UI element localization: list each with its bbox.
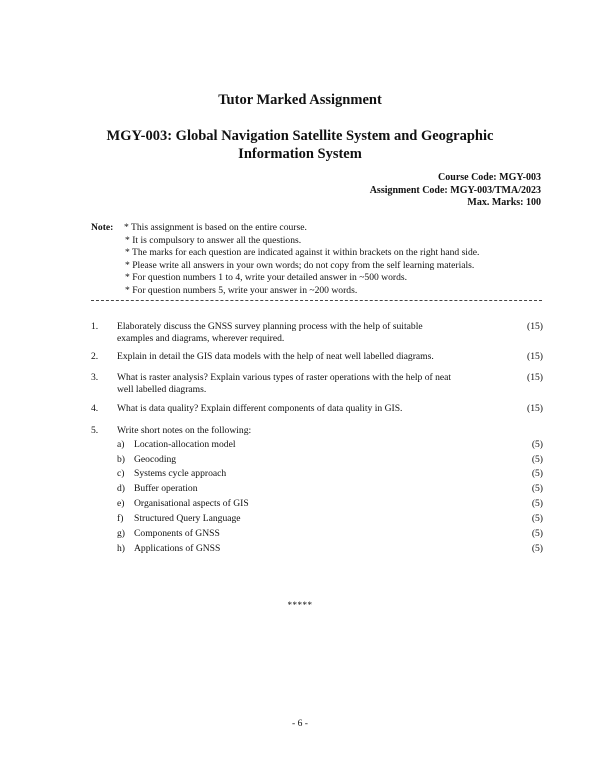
course-title: [0, 127, 600, 163]
note-lines: [124, 222, 554, 297]
note-line: * Please write all answers in your own words; do not copy from the self learning materials.: [125, 259, 475, 271]
subpart-letter: f): [117, 513, 124, 524]
subpart-text: Organisational aspects of GIS: [134, 498, 249, 509]
end-stars: *****: [287, 600, 313, 610]
subpart-letter: a): [117, 439, 125, 450]
note-line: * It is compulsory to answer all the questions.: [125, 234, 302, 246]
question-text-line: What is raster analysis? Explain various types of raster operations with the help of neat: [117, 372, 452, 383]
subpart-marks: (5): [531, 468, 543, 479]
subpart-text: Location-allocation model: [134, 439, 236, 450]
question-text-line: examples and diagrams, wherever required.: [117, 333, 285, 344]
course-title-line-1: MGY-003: Global Navigation Satellite System and Geographic: [106, 128, 494, 144]
question-text: [117, 425, 517, 437]
course-code: Course Code: MGY-003: [438, 172, 541, 183]
question-number: 2.: [91, 351, 99, 362]
subpart-marks: (5): [531, 483, 543, 494]
subpart-marks: (5): [531, 498, 543, 509]
course-title-line-2: Information System: [238, 146, 362, 162]
subpart-marks: (5): [531, 454, 543, 465]
document-title: Tutor Marked Assignment: [218, 92, 382, 108]
question-number: 5.: [91, 425, 99, 436]
note-line: * This assignment is based on the entire course.: [124, 222, 307, 233]
subpart-letter: h): [117, 543, 125, 554]
subpart-text: Components of GNSS: [134, 528, 220, 539]
question-text: [117, 351, 517, 363]
question-text-line: Explain in detail the GIS data models with the help of neat well labelled diagrams.: [117, 351, 434, 362]
assignment-codes: [370, 172, 541, 210]
subpart-letter: g): [117, 528, 125, 539]
subpart-text: Geocoding: [134, 454, 177, 465]
subpart-marks: (5): [531, 528, 543, 539]
subpart-text: Systems cycle approach: [134, 468, 227, 479]
question-number: 3.: [91, 372, 99, 383]
subpart-text: Buffer operation: [134, 483, 198, 494]
subpart-letter: c): [117, 468, 125, 479]
note-line: * The marks for each question are indicated against it within brackets on the right hand side.: [125, 247, 480, 258]
question-number: 4.: [91, 403, 99, 414]
question-marks: (15): [527, 351, 543, 362]
page-number: - 6 -: [292, 718, 308, 729]
subpart-marks: (5): [531, 439, 543, 450]
question-text-line: Elaborately discuss the GNSS survey planning process with the help of suitable: [117, 321, 423, 332]
question-text: [117, 403, 517, 415]
subpart-letter: b): [117, 454, 125, 465]
note-line: * For question numbers 1 to 4, write your detailed answer in ~500 words.: [125, 272, 408, 283]
question-marks: (15): [527, 403, 543, 414]
question-text-line: What is data quality? Explain different components of data quality in GIS.: [117, 403, 403, 414]
assignment-code: Assignment Code: MGY-003/TMA/2023: [369, 184, 541, 196]
question-number: 1.: [91, 321, 99, 332]
subpart-marks: (5): [531, 543, 543, 554]
question-text: [117, 321, 517, 345]
question-text: [117, 372, 517, 396]
max-marks: Max. Marks: 100: [467, 197, 541, 208]
subpart-letter: d): [117, 483, 125, 494]
dashed-divider: [91, 300, 542, 301]
subpart-letter: e): [117, 498, 125, 509]
note-label: Note:: [91, 222, 114, 233]
question-text-line: Write short notes on the following:: [117, 425, 252, 436]
question-text-line: well labelled diagrams.: [117, 384, 207, 395]
question-marks: (15): [527, 372, 543, 383]
question-marks: (15): [527, 321, 543, 332]
subpart-text: Structured Query Language: [134, 513, 241, 524]
note-line: * For question numbers 5, write your answer in ~200 words.: [125, 284, 358, 296]
subpart-text: Applications of GNSS: [134, 543, 221, 554]
subpart-marks: (5): [531, 513, 543, 524]
